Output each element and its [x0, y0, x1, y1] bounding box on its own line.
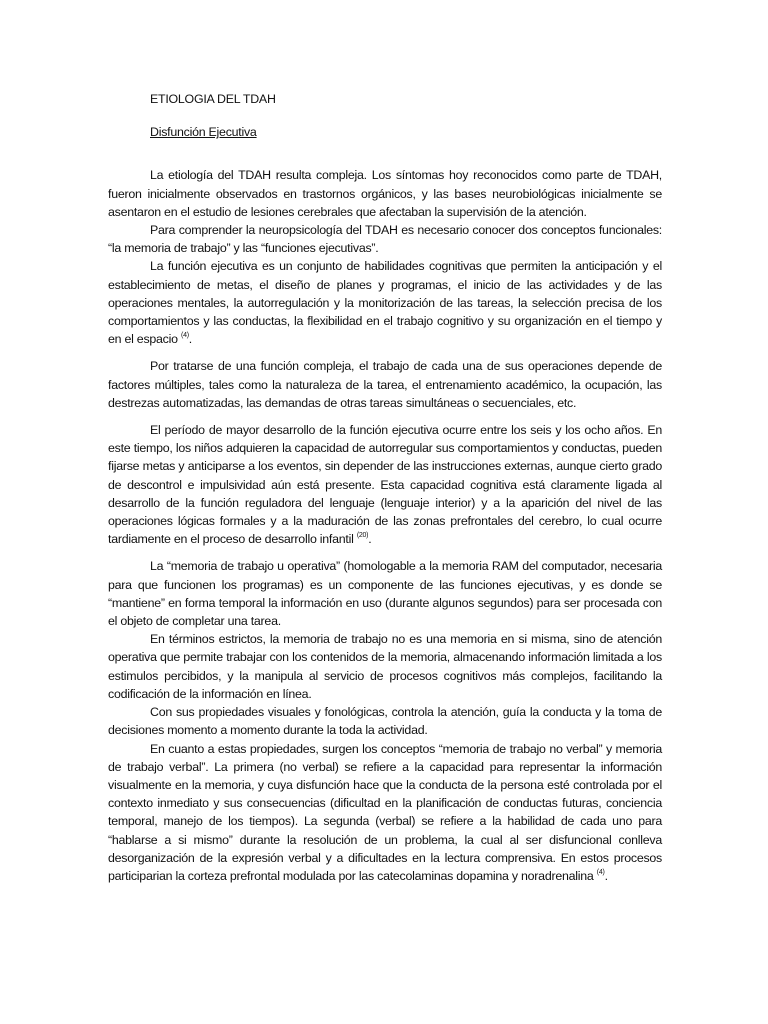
- sentence-end: .: [368, 532, 372, 547]
- paragraph-6: [108, 557, 662, 630]
- paragraph-text: El período de mayor desarrollo de la función ejecutiva ocurre entre los seis y los ocho años. En este tiempo, los niños adquieren la capacidad de autorregular sus comportamientos y conductas, pueden fijarse metas y anticiparse a los eventos, sin depender de las instrucciones externas, aunque cierto grado de descontrol e impulsividad aún está presente. Esta capacidad cognitiva está claramente ligada al desarrollo de la función reguladora del lenguaje (lenguaje interior) y a la aparición del nivel de las operaciones lógicas formales y a la maduración de las zonas prefrontales del cerebro, lo cual ocurre tardiamente en el proceso de desarrollo infantil: [108, 423, 662, 547]
- paragraph-text: Por tratarse de una función compleja, el trabajo de cada una de sus operaciones depende de factores múltiples, tales como la naturaleza de la tarea, el entrenamiento académico, la ocupación, las destrezas automatizadas, las demandas de otras tareas simultáneas o secuenciales, etc.: [108, 359, 662, 410]
- paragraph-text: En cuanto a estas propiedades, surgen los conceptos “memoria de trabajo no verbal” y memoria de trabajo verbal”. La primera (no verbal) se refiere a la capacidad para representar la información visualmente en la memoria, y cuya disfunción hace que la conducta de la persona esté controlada por el contexto inmediato y sus consecuencias (dificultad en la planificación de conductas futuras, conciencia temporal, manejo de los tiempos). La segunda (verbal) se refiere a la habilidad de cada uno para “hablarse a si mismo” durante la resolución de un problema, la cual al ser disfuncional conlleva desorganización de la expresión verbal y a dificultades en la lectura comprensiva. En estos procesos participarian la corteza prefrontal modulada por las catecolaminas dopamina y noradrenalina: [108, 741, 662, 883]
- paragraph-text: La “memoria de trabajo u operativa” (homologable a la memoria RAM del computador, necesaria para que funcionen los programas) es un componente de las funciones ejecutivas, y es donde se “mantiene” en forma temporal la información en uso (durante algunos segundos) para ser procesada con el objeto de completar una tarea.: [108, 559, 662, 629]
- paragraph-7: [108, 630, 662, 703]
- section-heading: Disfunción Ejecutiva: [150, 125, 257, 140]
- paragraph-1: [108, 166, 662, 221]
- paragraph-text: Para comprender la neuropsicología del TDAH es necesario conocer dos conceptos funcionales: “la memoria de trabajo” y las “funciones ejecutivas”.: [108, 223, 662, 256]
- citation-ref: (20): [356, 532, 369, 540]
- paragraph-text: La etiología del TDAH resulta compleja. Los síntomas hoy reconocidos como parte de TDAH, fueron inicialmente observados en trastornos orgánicos, y las bases neurobiológicas inicialmente se asentaron en el estudio de lesiones cerebrales que afectaban la supervisión de la atención.: [108, 168, 662, 219]
- sentence-end: .: [604, 868, 608, 883]
- document-page: [108, 90, 662, 885]
- paragraph-4: [108, 357, 662, 412]
- paragraph-text: En términos estrictos, la memoria de trabajo no es una memoria en si misma, sino de atención operativa que permite trabajar con los contenidos de la memoria, almacenando información limitada a los estimulos percibidos, y la manipula al servicio de procesos cognitivos más complejos, facilitando la codificación de la información en línea.: [108, 632, 662, 701]
- paragraph-text: Con sus propiedades visuales y fonológicas, controla la atención, guía la conducta y la toma de decisiones momento a momento durante la toda la actividad.: [108, 705, 662, 738]
- citation-ref: (4): [596, 868, 605, 876]
- paragraph-2: [108, 221, 662, 257]
- sentence-end: .: [188, 332, 192, 347]
- paragraph-9: [108, 740, 662, 886]
- paragraph-5: [108, 421, 662, 548]
- paragraph-text: La función ejecutiva es un conjunto de habilidades cognitivas que permiten la anticipación y el establecimiento de metas, el diseño de planes y programas, el inicio de las actividades y de las operaciones mentales, la autorregulación y la monitorización de las tareas, la selección precisa de los comportamientos y las conductas, la flexibilidad en el trabajo cognitivo y su organización en el tiempo y en el espacio: [108, 259, 662, 347]
- paragraph-3: [108, 257, 662, 348]
- citation-ref: (4): [180, 332, 189, 340]
- document-title: ETIOLOGIA DEL TDAH: [150, 92, 276, 106]
- paragraph-8: [108, 703, 662, 739]
